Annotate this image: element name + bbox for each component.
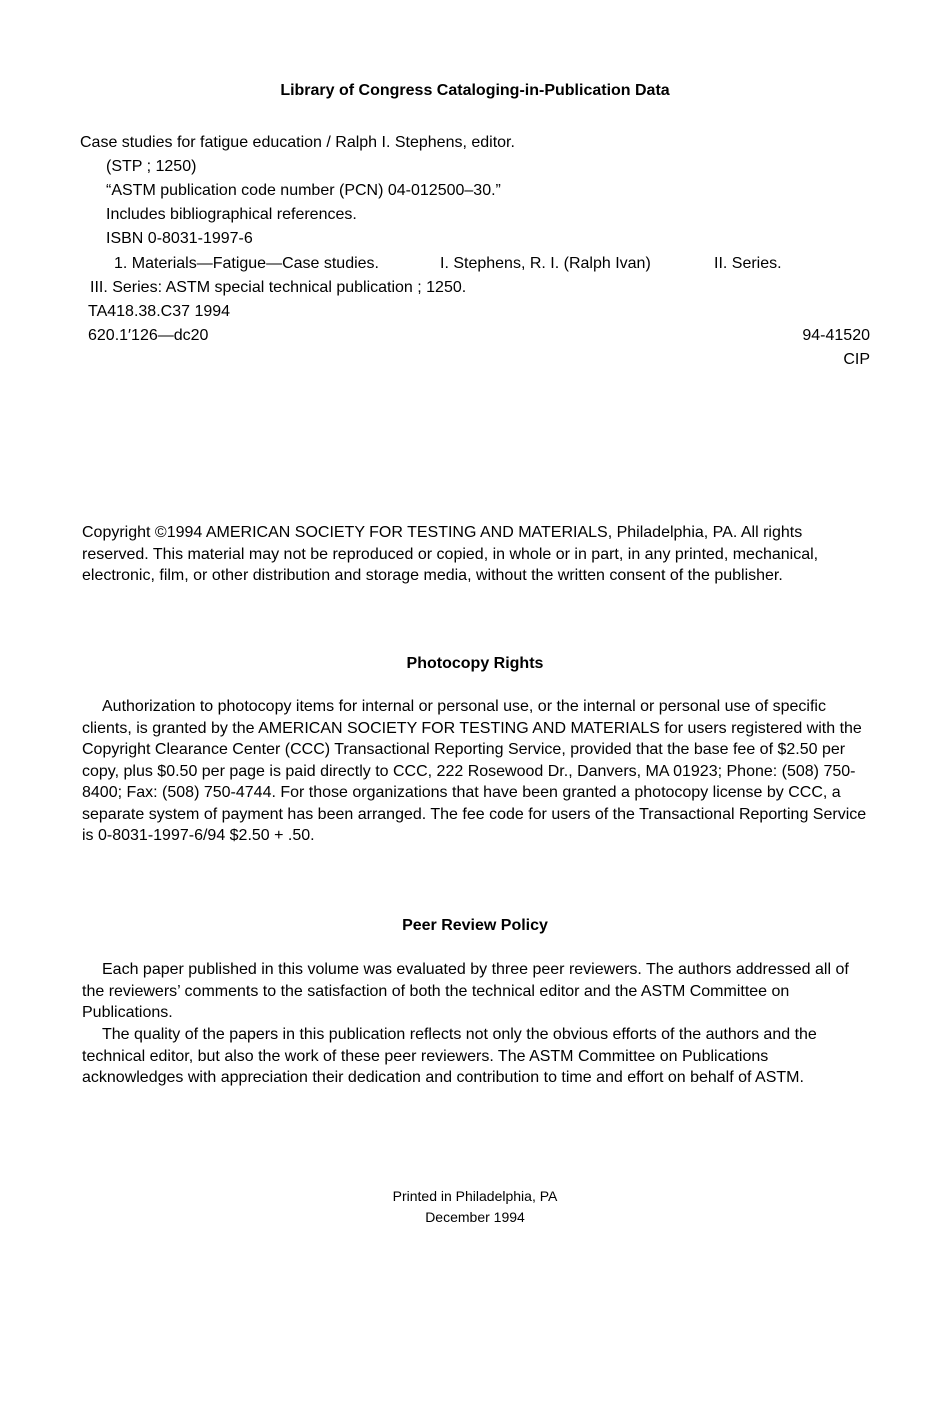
cip-heading: Library of Congress Cataloging-in-Publication Data <box>280 82 670 99</box>
copyright-notice: Copyright ©1994 AMERICAN SOCIETY FOR TESTING AND MATERIALS, Philadelphia, PA. All rights reserved. This material may not be reproduced or copied, in whole or in part, in any printed, mechanical, electronic, film, or other distribution and storage media, without the written consent of the publisher. <box>82 524 819 584</box>
photocopy-heading: Photocopy Rights <box>406 655 544 672</box>
cip-series-note: III. Series: ASTM special technical publication ; 1250. <box>90 279 467 296</box>
cip-title-line: Case studies for fatigue education / Ralph I. Stephens, editor. <box>80 134 515 151</box>
cip-subject-line: 1. Materials—Fatigue—Case studies. <box>114 255 379 272</box>
cip-dewey-class: 620.1′126—dc20 <box>88 327 209 344</box>
cip-references-line: Includes bibliographical references. <box>106 206 357 223</box>
cip-pcn-line: “ASTM publication code number (PCN) 04-012500–30.” <box>106 182 501 199</box>
photocopy-paragraph: Authorization to photocopy items for internal or personal use, or the internal or personal use of specific clients, is granted by the AMERICAN SOCIETY FOR TESTING AND MATERIALS for users registered with the Copyright Clearance Center (CCC) Transactional Reporting Service, provided that the base fee of $2.50 per copy, plus $0.50 per page is paid directly to CCC, 222 Rosewood Dr., Danvers, MA 01923; Phone: (508) 750-8400; Fax: (508) 750-4744. For those organizations that have been granted a photocopy license by CCC, a separate system of payment has been arranged. The fee code for users of the Transactional Reporting Service is 0-8031-1997-6/94 $2.50 + .50. <box>82 698 867 844</box>
peer-review-paragraph-2: The quality of the papers in this publication reflects not only the obvious efforts of the authors and the technical editor, but also the work of these peer reviewers. The ASTM Committee on Publications acknowledges with appreciation their dedication and contribution to time and effort on behalf of ASTM. <box>82 1026 817 1086</box>
cip-label: CIP <box>843 351 870 368</box>
imprint-place: Printed in Philadelphia, PA <box>392 1188 558 1204</box>
peer-review-paragraph-1: Each paper published in this volume was evaluated by three peer reviewers. The authors addressed all of the reviewers’ comments to the satisfaction of both the technical editor and the ASTM Committee on Publications. <box>82 961 849 1021</box>
cip-catalog-number: 94-41520 <box>802 327 870 344</box>
cip-isbn-line: ISBN 0-8031-1997-6 <box>106 230 253 247</box>
imprint-date: December 1994 <box>425 1209 525 1225</box>
cip-series-line: (STP ; 1250) <box>106 158 197 175</box>
cip-lc-class: TA418.38.C37 1994 <box>88 303 231 320</box>
peer-review-heading: Peer Review Policy <box>402 917 548 934</box>
cip-added-entry: I. Stephens, R. I. (Ralph Ivan) <box>440 255 651 272</box>
cip-series-entry: II. Series. <box>714 255 782 272</box>
